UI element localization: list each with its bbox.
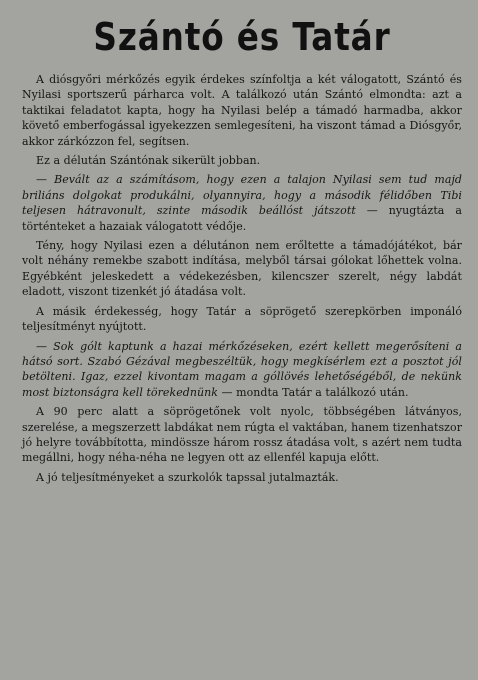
quote-text: — Bevált az a számításom, hogy ezen a talajon Nyilasi sem tud majd briliáns dolgokat produkálni, olyannyira, hogy a második félidőben Tibi teljesen hátravonult, szinte második beállóst játszott — [22, 173, 462, 218]
paragraph-tatar-quote [22, 339, 462, 401]
paragraph-intro: A diósgyőri mérkőzés egyik érdekes színfoltja a két válogatott, Szántó és Nyilasi sportszerű párharca volt. A találkozó után Szántó elmondta: azt a taktikai feladatot kapta, hogy ha Nyilasi belép a támadó harmadba, akkor követő emberfogással igyekezzen semlegesíteni, ha viszont támad a Diósgyőr, akkor zárkózzon fel, segítsen. [22, 73, 462, 148]
paragraph-result: Ez a délután Szántónak sikerült jobban. [36, 154, 261, 168]
paragraph-tatar-intro: A másik érdekesség, hogy Tatár a söprögető szerepkörben imponáló teljesítményt nyújtott. [22, 304, 462, 334]
quote-text: — Sok gólt kaptunk a hazai mérkőzéseken, ezért kellett megerősíteni a hátsó sort. Szabó Gézával megbeszéltük, hogy megkísérlem ezt a posztot jól betölteni. Igaz, ezzel kivontam magam a góllövés lehetőségéből, de nekünk most biztonságra kell törekednünk — [22, 339, 462, 399]
quote-attribution: mondta Tatár a találkozó után. [232, 385, 409, 399]
paragraph-sweeper-stats: A 90 perc alatt a söprögetőnek volt nyolc, többségében látványos, szerelése, a megszerzett labdákat nem rúgta el vaktában, hanem tizenhatszor jó helyre továbbította, mindössze három rossz átadása volt, s azért nem tudta megállni, hogy néha-néha ne legyen ott az ellenfél kapuja előtt. [22, 405, 462, 465]
article-body [22, 72, 462, 485]
paragraph-closing: A jó teljesítményeket a szurkolók tapssal jutalmazták. [36, 470, 339, 484]
paragraph-nyilasi-stats: Tény, hogy Nyilasi ezen a délutánon nem erőltette a támadójátékot, bár volt néhány remekbe szabott indítása, melyből társai gólokat lőhettek volna. Egyébként jeleskedett a védekezésben, kilencszer szerelt, négy labdát eladott, viszont tizenkét jó átadása volt. [22, 239, 462, 299]
article-headline: Szántó és Tatár [93, 15, 391, 59]
paragraph-szanto-quote [22, 172, 462, 234]
quote-attribution: nyugtázta a történteket a hazaiak válogatott védője. [22, 204, 462, 233]
